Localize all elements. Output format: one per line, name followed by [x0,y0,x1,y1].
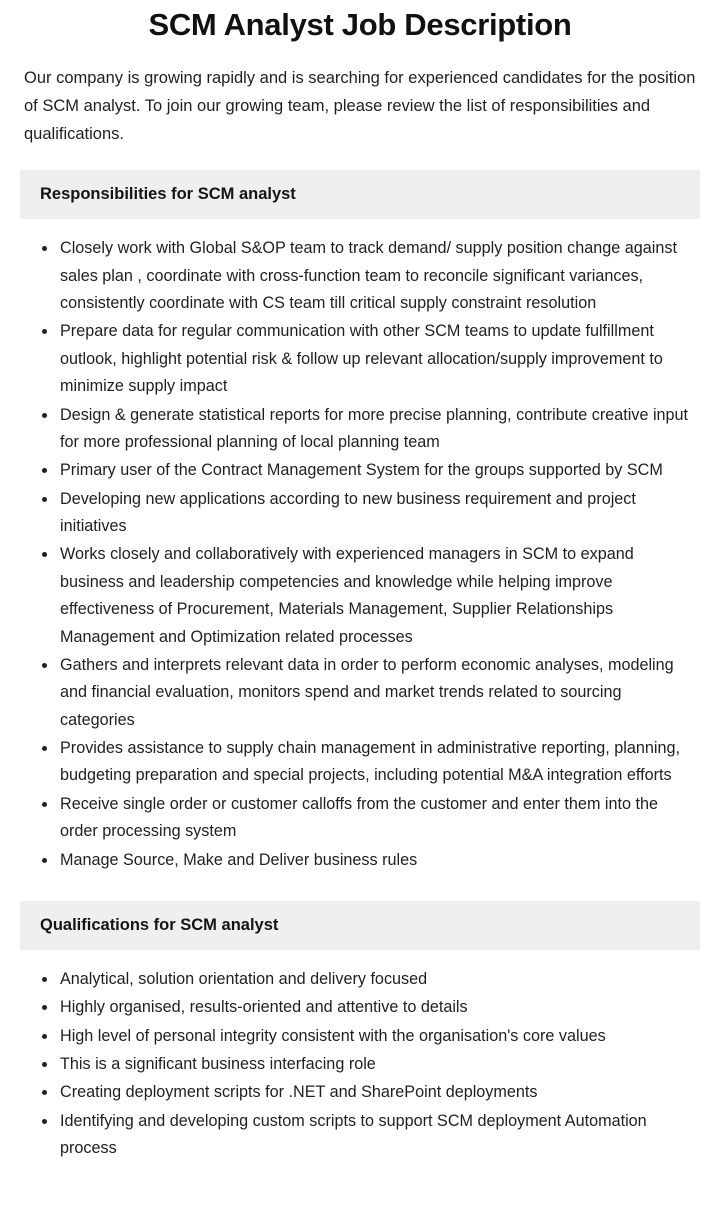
list-item: High level of personal integrity consistent with the organisation's core values [20,1023,700,1050]
list-item: Identifying and developing custom scripts to support SCM deployment Automation process [20,1108,700,1163]
page-title: SCM Analyst Job Description [148,7,572,42]
qualifications-list [20,956,700,1168]
list-item: Works closely and collaboratively with experienced managers in SCM to expand business and leadership competencies and knowledge while helping improve effectiveness of Procurement, Materials Management, Supplier Relationships Management and Optimization related processes [20,541,700,651]
list-item: Manage Source, Make and Deliver business rules [20,847,700,874]
list-item: Analytical, solution orientation and delivery focused [20,966,700,993]
intro-paragraph: Our company is growing rapidly and is searching for experienced candidates for the position of SCM analyst. To join our growing team, please review the list of responsibilities and qualifications. [24,69,696,143]
list-item: Highly organised, results-oriented and attentive to details [20,994,700,1021]
list-item: This is a significant business interfacing role [20,1051,700,1078]
section-header-qualifications: Qualifications for SCM analyst [20,901,700,950]
list-item: Gathers and interprets relevant data in order to perform economic analyses, modeling and financial evaluation, monitors spend and market trends related to sourcing categories [20,652,700,734]
job-description-document [0,6,720,1192]
section-spacer [20,885,700,901]
list-item: Provides assistance to supply chain management in administrative reporting, planning, budgeting preparation and special projects, including potential M&A integration efforts [20,735,700,790]
list-item: Receive single order or customer calloffs from the customer and enter them into the order processing system [20,791,700,846]
list-item: Closely work with Global S&OP team to track demand/ supply position change against sales plan , coordinate with cross-function team to reconcile significant variances, consistently coordinate with CS team till critical supply constraint resolution [20,235,700,317]
list-item: Primary user of the Contract Management System for the groups supported by SCM [20,457,700,484]
section-header-responsibilities: Responsibilities for SCM analyst [20,170,700,219]
list-item: Design & generate statistical reports for more precise planning, contribute creative input for more professional planning of local planning team [20,402,700,457]
list-item: Creating deployment scripts for .NET and SharePoint deployments [20,1079,700,1106]
list-item: Prepare data for regular communication with other SCM teams to update fulfillment outlook, highlight potential risk & follow up relevant allocation/supply improvement to minimize supply impact [20,318,700,400]
responsibilities-list [20,225,700,879]
list-item: Developing new applications according to new business requirement and project initiatives [20,486,700,541]
